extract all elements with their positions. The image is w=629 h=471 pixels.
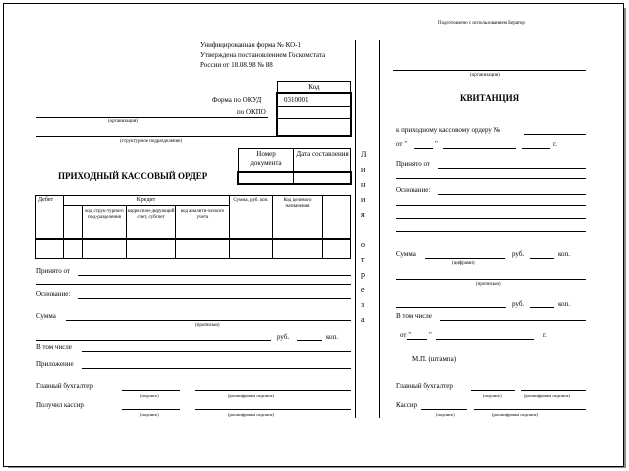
receipt-kop-line[interactable] [530,258,554,259]
receipt-kop-label-2: коп. [558,300,571,308]
cashier-decoding-caption: (расшифровка подписи) [228,412,274,417]
including-line[interactable] [82,351,351,352]
receipt-basis-label: Основание: [396,186,431,194]
cut-line-right [379,40,380,418]
rub-label: руб. [277,333,290,341]
receipt-basis-line-3[interactable] [396,218,586,219]
cut-letter: е [361,285,365,294]
receipt-date-quote: " [429,331,432,339]
receipt-year-line[interactable] [522,148,550,149]
cut-letter: Л [361,150,367,159]
receipt-words-caption: (прописью) [476,282,501,287]
credit-subheader-line [63,205,229,206]
code-divider-2 [277,118,351,119]
credit-header: Кредит [136,197,156,203]
receipt-org-line[interactable] [393,70,586,71]
debit-header: Дебет [38,197,54,203]
receipt-day-line[interactable] [414,148,433,149]
receipt-order-label: к приходному кассовому ордеру № [396,126,501,134]
form-line-2: Утверждена постановлением Госкомстата [200,51,326,59]
okud-value[interactable]: 0310001 [284,96,309,104]
cashier-signature-line[interactable] [122,409,180,410]
receipt-sum-digits-line[interactable] [425,258,505,259]
received-from-label: Принято от [36,267,70,275]
cut-letter: и [361,165,366,174]
cut-letter: т [361,255,365,264]
cut-letter: з [361,300,365,309]
credit-sub-1: код струк-турного под-разделения [85,209,124,220]
doc-number-header: Номер документа [250,150,282,167]
cut-line-left [355,40,356,418]
receipt-title: КВИТАНЦИЯ [460,93,520,103]
receipt-date-open: от " [400,331,412,339]
receipt-date-year: г. [543,331,547,339]
receipt-basis-line-2[interactable] [396,205,586,206]
sum-line[interactable] [66,320,351,321]
receipt-including-label: В том числе [396,312,432,320]
including-label: В том числе [36,343,72,351]
receipt-sum-label: Сумма [396,250,416,258]
chief-signature-caption: (подпись) [140,393,159,398]
cut-letter: а [361,315,365,324]
receipt-received-line-2[interactable] [396,178,586,179]
receipt-cashier-decoding-line[interactable] [474,409,586,410]
table-body-line [35,238,351,240]
struct-caption: (структурное подразделение) [120,139,183,144]
attachment-line[interactable] [82,368,351,369]
receipt-chief-label: Главный бухгалтер [396,382,453,390]
table-col-7 [322,195,323,259]
receipt-rub-label-2: руб. [512,300,525,308]
receipt-from-label: от " [396,140,408,148]
cashier-received-label: Получил кассир [36,401,84,409]
okpo-label: по ОКПО [237,108,266,116]
org-caption: (организация) [108,119,138,124]
doc-values-row[interactable] [237,171,352,185]
receipt-month-line[interactable] [443,148,516,149]
basis-line[interactable] [78,298,351,299]
purpose-code-header: Код целевого назначения [283,198,312,209]
receipt-words-line[interactable] [396,279,586,280]
prepared-note: Подготовлено с использованием Бератор [438,21,525,26]
receipt-basis-line[interactable] [438,194,586,195]
receipt-date-month-line[interactable] [436,339,534,340]
receipt-cashier-decoding-caption: (расшифровка подписи) [492,412,538,417]
kop-label: коп. [326,333,339,341]
receipt-chief-decoding-line[interactable] [521,390,586,391]
credit-sub-2: корреспон-дирующий счет, субсчет [127,209,175,220]
receipt-cashier-label: Кассир [396,401,418,409]
code-divider-1 [277,106,351,107]
receipt-rub-label: руб. [512,250,525,258]
sum-line-2[interactable] [36,340,271,341]
receipt-digits-caption: (цифрами) [452,261,475,266]
chief-signature-line[interactable] [122,390,180,391]
basis-label: Основание: [36,290,71,298]
cut-line-label [360,150,374,340]
receipt-received-line[interactable] [438,168,586,169]
receipt-received-label: Принято от [396,160,430,168]
receipt-quote-close: " [435,140,438,148]
form-line-1: Унифицированная форма № КО-1 [200,41,301,49]
sum-label: Сумма [36,312,56,320]
cut-letter: р [361,270,365,279]
receipt-stamp-label: М.П. (штампа) [412,355,457,363]
organization-line[interactable] [36,117,268,118]
table-col-5 [229,195,230,259]
kop-line[interactable] [297,340,322,341]
received-from-line-2[interactable] [36,284,351,285]
receipt-cashier-signature-line[interactable] [421,409,467,410]
cashier-decoding-line[interactable] [195,409,351,410]
okud-label: Форма по ОКУД [212,96,262,104]
receipt-cashier-signature-caption: (подпись) [436,412,455,417]
structural-unit-line[interactable] [36,136,276,137]
cut-letter: н [361,180,366,189]
credit-sub-3: код аналити-ческого учета [180,209,225,220]
attachment-label: Приложение [36,360,74,368]
cut-letter: я [361,210,365,219]
chief-decoding-caption: (расшифровка подписи) [228,393,274,398]
cashier-signature-caption: (подпись) [140,412,159,417]
form-line-3: России от 18.08.98 № 88 [200,61,273,69]
receipt-kop-label: коп. [558,250,571,258]
chief-decoding-line[interactable] [195,390,351,391]
receipt-basis-line-4[interactable] [396,231,586,232]
received-from-line[interactable] [78,275,351,276]
receipt-year-label: г. [553,140,557,148]
receipt-chief-decoding-caption: (расшифровка подписи) [524,393,570,398]
receipt-org-caption: (организация) [470,73,500,78]
receipt-chief-signature-caption: (подпись) [483,393,502,398]
chief-accountant-label: Главный бухгалтер [36,382,93,390]
receipt-order-number-line[interactable] [524,134,586,135]
sum-header: Сумма, руб. коп. [233,198,269,203]
receipt-words-line-2[interactable] [396,307,506,308]
doc-date-header: Дата составления [296,150,349,158]
cut-letter: о [361,240,365,249]
cut-letter: и [361,195,366,204]
receipt-including-line[interactable] [440,320,586,321]
receipt-chief-signature-line[interactable] [471,390,515,391]
code-label: Код [308,83,320,91]
receipt-kop-line-2[interactable] [530,307,554,308]
order-title: ПРИХОДНЫЙ КАССОВЫЙ ОРДЕР [58,171,208,181]
words-caption: (прописью) [195,323,220,328]
receipt-date-day-line[interactable] [407,339,427,340]
